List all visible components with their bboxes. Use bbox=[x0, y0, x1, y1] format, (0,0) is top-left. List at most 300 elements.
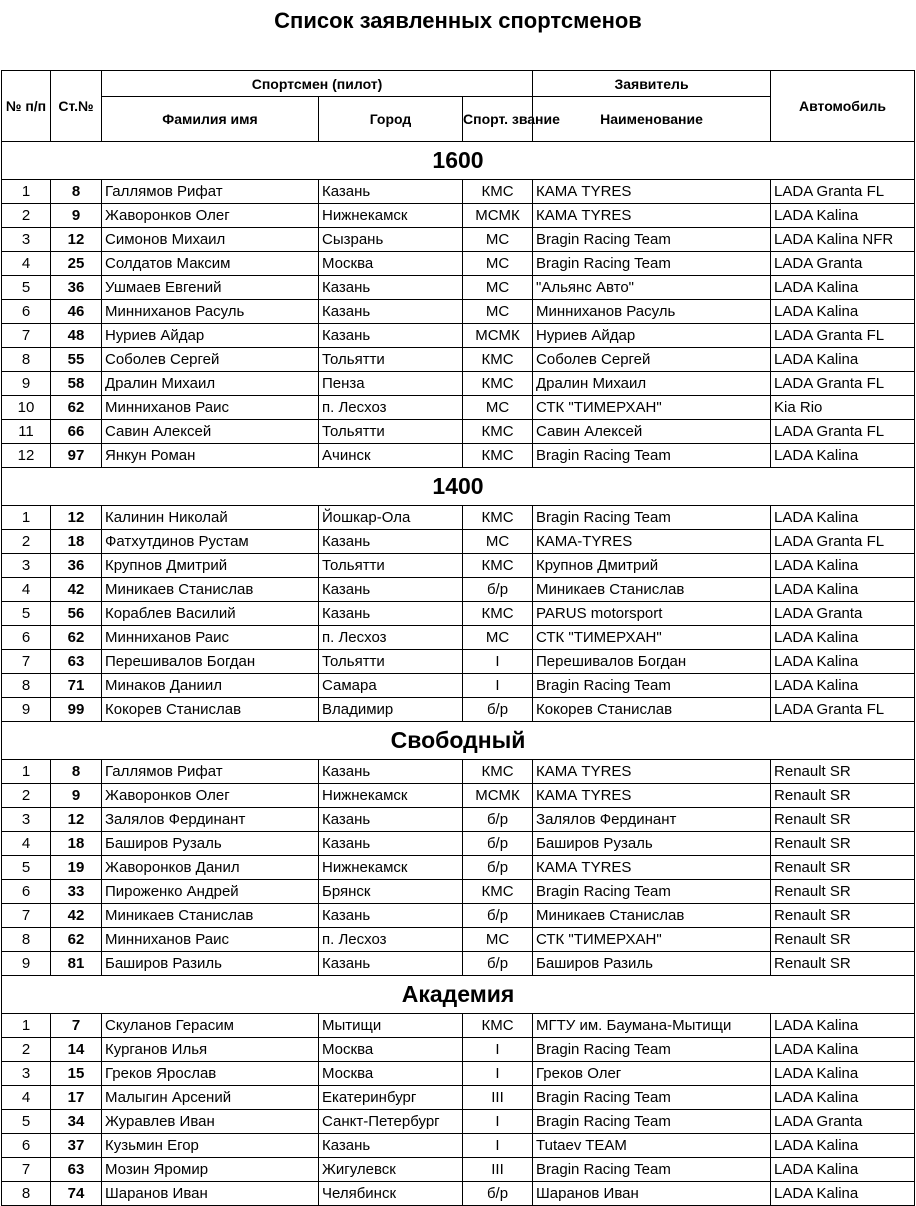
row-number: 5 bbox=[2, 602, 51, 626]
athlete-name: Миникаев Станислав bbox=[102, 578, 319, 602]
table-body bbox=[2, 142, 915, 1206]
athlete-rank: КМС bbox=[463, 348, 533, 372]
table-row bbox=[2, 1110, 915, 1134]
athlete-rank: КМС bbox=[463, 880, 533, 904]
entrant-name: Нуриев Айдар bbox=[533, 324, 771, 348]
row-number: 7 bbox=[2, 324, 51, 348]
start-number: 48 bbox=[51, 324, 102, 348]
athlete-city: Брянск bbox=[319, 880, 463, 904]
car-model: LADA Kalina bbox=[771, 444, 915, 468]
start-number: 55 bbox=[51, 348, 102, 372]
start-number: 36 bbox=[51, 554, 102, 578]
athlete-rank: МСМК bbox=[463, 204, 533, 228]
car-model: LADA Kalina bbox=[771, 626, 915, 650]
car-model: LADA Kalina bbox=[771, 300, 915, 324]
athlete-name: Янкун Роман bbox=[102, 444, 319, 468]
start-number: 9 bbox=[51, 784, 102, 808]
start-number: 17 bbox=[51, 1086, 102, 1110]
athlete-rank: III bbox=[463, 1086, 533, 1110]
athlete-name: Дралин Михаил bbox=[102, 372, 319, 396]
athlete-name: Минниханов Раис bbox=[102, 928, 319, 952]
table-row bbox=[2, 1014, 915, 1038]
athlete-rank: КМС bbox=[463, 554, 533, 578]
start-number: 25 bbox=[51, 252, 102, 276]
athlete-rank: I bbox=[463, 1038, 533, 1062]
start-number: 62 bbox=[51, 626, 102, 650]
athlete-rank: б/р bbox=[463, 904, 533, 928]
car-model: LADA Kalina bbox=[771, 578, 915, 602]
athlete-city: Нижнекамск bbox=[319, 784, 463, 808]
row-number: 3 bbox=[2, 808, 51, 832]
athlete-city: Челябинск bbox=[319, 1182, 463, 1206]
table-row bbox=[2, 1158, 915, 1182]
row-number: 9 bbox=[2, 698, 51, 722]
row-number: 1 bbox=[2, 180, 51, 204]
page-title: Список заявленных спортсменов bbox=[274, 8, 642, 33]
car-model: LADA Kalina NFR bbox=[771, 228, 915, 252]
athlete-city: Тольятти bbox=[319, 348, 463, 372]
athlete-name: Жаворонков Олег bbox=[102, 204, 319, 228]
start-number: 56 bbox=[51, 602, 102, 626]
start-number: 71 bbox=[51, 674, 102, 698]
col-header-rank: Спорт. звание bbox=[463, 97, 533, 142]
table-row bbox=[2, 1182, 915, 1206]
table-row bbox=[2, 324, 915, 348]
table-row bbox=[2, 444, 915, 468]
entrant-name: Залялов Фердинант bbox=[533, 808, 771, 832]
car-model: LADA Kalina bbox=[771, 1134, 915, 1158]
table-row bbox=[2, 928, 915, 952]
table-row bbox=[2, 554, 915, 578]
athlete-city: Ачинск bbox=[319, 444, 463, 468]
athlete-name: Баширов Разиль bbox=[102, 952, 319, 976]
car-model: LADA Granta FL bbox=[771, 420, 915, 444]
start-number: 74 bbox=[51, 1182, 102, 1206]
athlete-name: Перешивалов Богдан bbox=[102, 650, 319, 674]
car-model: LADA Granta FL bbox=[771, 372, 915, 396]
car-model: LADA Granta FL bbox=[771, 324, 915, 348]
table-row bbox=[2, 832, 915, 856]
athlete-name: Жаворонков Олег bbox=[102, 784, 319, 808]
entrant-name: Tutaev TEAM bbox=[533, 1134, 771, 1158]
section-header-row bbox=[2, 142, 915, 180]
col-header-name: Фамилия имя bbox=[102, 97, 319, 142]
athlete-name: Фатхутдинов Рустам bbox=[102, 530, 319, 554]
entrant-name: Савин Алексей bbox=[533, 420, 771, 444]
athlete-rank: КМС bbox=[463, 760, 533, 784]
entrant-name: Bragin Racing Team bbox=[533, 252, 771, 276]
entrant-name: СТК "ТИМЕРХАН" bbox=[533, 396, 771, 420]
row-number: 2 bbox=[2, 784, 51, 808]
athlete-name: Минниханов Расуль bbox=[102, 300, 319, 324]
entrant-name: Bragin Racing Team bbox=[533, 1038, 771, 1062]
entrant-name: PARUS motorsport bbox=[533, 602, 771, 626]
start-number: 97 bbox=[51, 444, 102, 468]
start-number: 42 bbox=[51, 578, 102, 602]
table-row bbox=[2, 674, 915, 698]
section-header-row bbox=[2, 468, 915, 506]
athlete-name: Греков Ярослав bbox=[102, 1062, 319, 1086]
car-model: LADA Granta FL bbox=[771, 530, 915, 554]
athlete-name: Нуриев Айдар bbox=[102, 324, 319, 348]
athlete-city: п. Лесхоз bbox=[319, 626, 463, 650]
start-number: 63 bbox=[51, 650, 102, 674]
athlete-name: Миникаев Станислав bbox=[102, 904, 319, 928]
row-number: 11 bbox=[2, 420, 51, 444]
athlete-city: Казань bbox=[319, 832, 463, 856]
row-number: 4 bbox=[2, 252, 51, 276]
row-number: 2 bbox=[2, 530, 51, 554]
athlete-name: Кокорев Станислав bbox=[102, 698, 319, 722]
car-model: Renault SR bbox=[771, 880, 915, 904]
car-model: Renault SR bbox=[771, 808, 915, 832]
athlete-city: Казань bbox=[319, 952, 463, 976]
entrant-name: Шаранов Иван bbox=[533, 1182, 771, 1206]
car-model: LADA Kalina bbox=[771, 1086, 915, 1110]
section-header-row bbox=[2, 976, 915, 1014]
athlete-rank: МС bbox=[463, 276, 533, 300]
athlete-name: Кораблев Василий bbox=[102, 602, 319, 626]
table-row bbox=[2, 880, 915, 904]
athlete-rank: КМС bbox=[463, 444, 533, 468]
entrant-name: Bragin Racing Team bbox=[533, 1110, 771, 1134]
car-model: Renault SR bbox=[771, 928, 915, 952]
start-number: 62 bbox=[51, 928, 102, 952]
athlete-rank: МС bbox=[463, 530, 533, 554]
athlete-name: Минниханов Раис bbox=[102, 396, 319, 420]
athlete-name: Солдатов Максим bbox=[102, 252, 319, 276]
row-number: 8 bbox=[2, 674, 51, 698]
entrant-name: Минниханов Расуль bbox=[533, 300, 771, 324]
athlete-name: Скуланов Герасим bbox=[102, 1014, 319, 1038]
row-number: 4 bbox=[2, 578, 51, 602]
entrant-name: Bragin Racing Team bbox=[533, 228, 771, 252]
athlete-rank: КМС bbox=[463, 1014, 533, 1038]
table-row bbox=[2, 530, 915, 554]
athlete-rank: III bbox=[463, 1158, 533, 1182]
row-number: 12 bbox=[2, 444, 51, 468]
col-header-entrant: Заявитель bbox=[533, 71, 771, 97]
car-model: LADA Kalina bbox=[771, 650, 915, 674]
entrant-name: Bragin Racing Team bbox=[533, 444, 771, 468]
athletes-table bbox=[1, 70, 915, 1206]
start-number: 99 bbox=[51, 698, 102, 722]
athlete-city: Казань bbox=[319, 760, 463, 784]
table-row bbox=[2, 276, 915, 300]
athlete-city: Казань bbox=[319, 808, 463, 832]
athlete-name: Кузьмин Егор bbox=[102, 1134, 319, 1158]
athlete-rank: б/р bbox=[463, 832, 533, 856]
car-model: LADA Granta FL bbox=[771, 180, 915, 204]
athlete-name: Жаворонков Данил bbox=[102, 856, 319, 880]
athlete-rank: МС bbox=[463, 928, 533, 952]
car-model: Renault SR bbox=[771, 760, 915, 784]
table-row bbox=[2, 760, 915, 784]
athlete-city: Пенза bbox=[319, 372, 463, 396]
athlete-city: Владимир bbox=[319, 698, 463, 722]
athlete-city: п. Лесхоз bbox=[319, 928, 463, 952]
entrant-name: Баширов Рузаль bbox=[533, 832, 771, 856]
athlete-rank: КМС bbox=[463, 420, 533, 444]
car-model: Kia Rio bbox=[771, 396, 915, 420]
athlete-name: Мозин Яромир bbox=[102, 1158, 319, 1182]
start-number: 12 bbox=[51, 808, 102, 832]
athlete-name: Минниханов Раис bbox=[102, 626, 319, 650]
athlete-city: Москва bbox=[319, 1038, 463, 1062]
car-model: Renault SR bbox=[771, 832, 915, 856]
athlete-city: Санкт-Петербург bbox=[319, 1110, 463, 1134]
athlete-rank: МС bbox=[463, 228, 533, 252]
athlete-city: Казань bbox=[319, 276, 463, 300]
row-number: 1 bbox=[2, 760, 51, 784]
row-number: 8 bbox=[2, 348, 51, 372]
athlete-name: Залялов Фердинант bbox=[102, 808, 319, 832]
start-number: 18 bbox=[51, 832, 102, 856]
start-number: 9 bbox=[51, 204, 102, 228]
entrant-name: Bragin Racing Team bbox=[533, 880, 771, 904]
row-number: 3 bbox=[2, 1062, 51, 1086]
start-number: 58 bbox=[51, 372, 102, 396]
athlete-name: Симонов Михаил bbox=[102, 228, 319, 252]
start-number: 66 bbox=[51, 420, 102, 444]
table-row bbox=[2, 698, 915, 722]
athlete-city: Казань bbox=[319, 180, 463, 204]
athlete-city: Сызрань bbox=[319, 228, 463, 252]
entrant-name: Миникаев Станислав bbox=[533, 578, 771, 602]
col-header-start-number: Ст.№ bbox=[51, 71, 102, 142]
start-number: 34 bbox=[51, 1110, 102, 1134]
row-number: 7 bbox=[2, 1158, 51, 1182]
row-number: 4 bbox=[2, 1086, 51, 1110]
table-row bbox=[2, 506, 915, 530]
athlete-rank: б/р bbox=[463, 578, 533, 602]
row-number: 6 bbox=[2, 300, 51, 324]
entrant-name: Баширов Разиль bbox=[533, 952, 771, 976]
car-model: LADA Kalina bbox=[771, 1038, 915, 1062]
start-number: 7 bbox=[51, 1014, 102, 1038]
row-number: 6 bbox=[2, 880, 51, 904]
table-row bbox=[2, 1062, 915, 1086]
row-number: 6 bbox=[2, 626, 51, 650]
row-number: 9 bbox=[2, 952, 51, 976]
car-model: Renault SR bbox=[771, 904, 915, 928]
car-model: LADA Kalina bbox=[771, 348, 915, 372]
table-row bbox=[2, 180, 915, 204]
athlete-city: Жигулевск bbox=[319, 1158, 463, 1182]
start-number: 46 bbox=[51, 300, 102, 324]
row-number: 8 bbox=[2, 1182, 51, 1206]
start-number: 8 bbox=[51, 180, 102, 204]
entrant-name: КАМА TYRES bbox=[533, 856, 771, 880]
entrant-name: Дралин Михаил bbox=[533, 372, 771, 396]
athlete-city: Казань bbox=[319, 300, 463, 324]
car-model: LADA Granta bbox=[771, 1110, 915, 1134]
athlete-city: п. Лесхоз bbox=[319, 396, 463, 420]
car-model: LADA Kalina bbox=[771, 1158, 915, 1182]
entrant-name: Греков Олег bbox=[533, 1062, 771, 1086]
table-row bbox=[2, 204, 915, 228]
car-model: LADA Kalina bbox=[771, 1062, 915, 1086]
athlete-name: Пироженко Андрей bbox=[102, 880, 319, 904]
entrant-name: Bragin Racing Team bbox=[533, 674, 771, 698]
car-model: LADA Kalina bbox=[771, 1182, 915, 1206]
car-model: LADA Kalina bbox=[771, 674, 915, 698]
row-number: 2 bbox=[2, 1038, 51, 1062]
entrant-name: Bragin Racing Team bbox=[533, 506, 771, 530]
table-row bbox=[2, 904, 915, 928]
row-number: 2 bbox=[2, 204, 51, 228]
section-title: Свободный bbox=[2, 722, 915, 760]
car-model: LADA Granta FL bbox=[771, 698, 915, 722]
table-row bbox=[2, 300, 915, 324]
section-header-row bbox=[2, 722, 915, 760]
start-number: 42 bbox=[51, 904, 102, 928]
athlete-name: Галлямов Рифат bbox=[102, 180, 319, 204]
table-row bbox=[2, 1086, 915, 1110]
table-row bbox=[2, 1134, 915, 1158]
start-number: 62 bbox=[51, 396, 102, 420]
athlete-rank: I bbox=[463, 1134, 533, 1158]
athlete-city: Казань bbox=[319, 904, 463, 928]
entrant-name: КАМА TYRES bbox=[533, 760, 771, 784]
athlete-rank: б/р bbox=[463, 698, 533, 722]
entrant-name: КАМА TYRES bbox=[533, 784, 771, 808]
table-row bbox=[2, 348, 915, 372]
entrant-name: Кокорев Станислав bbox=[533, 698, 771, 722]
car-model: LADA Granta bbox=[771, 602, 915, 626]
table-row bbox=[2, 602, 915, 626]
table-row bbox=[2, 856, 915, 880]
athlete-name: Шаранов Иван bbox=[102, 1182, 319, 1206]
athlete-rank: I bbox=[463, 674, 533, 698]
col-header-athlete: Спортсмен (пилот) bbox=[102, 71, 533, 97]
entrant-name: МГТУ им. Баумана-Мытищи bbox=[533, 1014, 771, 1038]
car-model: Renault SR bbox=[771, 856, 915, 880]
row-number: 6 bbox=[2, 1134, 51, 1158]
athlete-rank: МС bbox=[463, 626, 533, 650]
athlete-rank: МС bbox=[463, 252, 533, 276]
table-row bbox=[2, 252, 915, 276]
row-number: 5 bbox=[2, 856, 51, 880]
athlete-rank: I bbox=[463, 1062, 533, 1086]
athlete-city: Екатеринбург bbox=[319, 1086, 463, 1110]
table-row bbox=[2, 626, 915, 650]
athlete-city: Казань bbox=[319, 578, 463, 602]
row-number: 3 bbox=[2, 228, 51, 252]
row-number: 1 bbox=[2, 506, 51, 530]
row-number: 4 bbox=[2, 832, 51, 856]
col-header-num: № п/п bbox=[2, 71, 51, 142]
table-row bbox=[2, 1038, 915, 1062]
table-row bbox=[2, 372, 915, 396]
athlete-city: Самара bbox=[319, 674, 463, 698]
athlete-rank: КМС bbox=[463, 506, 533, 530]
col-header-entrant-name: Наименование bbox=[533, 97, 771, 142]
car-model: LADA Kalina bbox=[771, 204, 915, 228]
athlete-name: Крупнов Дмитрий bbox=[102, 554, 319, 578]
athlete-name: Калинин Николай bbox=[102, 506, 319, 530]
start-number: 63 bbox=[51, 1158, 102, 1182]
athlete-name: Минаков Даниил bbox=[102, 674, 319, 698]
start-number: 12 bbox=[51, 228, 102, 252]
athlete-city: Казань bbox=[319, 530, 463, 554]
entrant-name: Миникаев Станислав bbox=[533, 904, 771, 928]
athlete-rank: б/р bbox=[463, 1182, 533, 1206]
row-number: 5 bbox=[2, 276, 51, 300]
table-row bbox=[2, 228, 915, 252]
athlete-rank: КМС bbox=[463, 372, 533, 396]
athlete-city: Москва bbox=[319, 1062, 463, 1086]
car-model: LADA Kalina bbox=[771, 1014, 915, 1038]
section-title: 1400 bbox=[2, 468, 915, 506]
start-number: 81 bbox=[51, 952, 102, 976]
start-number: 19 bbox=[51, 856, 102, 880]
athlete-city: Йошкар-Ола bbox=[319, 506, 463, 530]
athlete-city: Казань bbox=[319, 602, 463, 626]
car-model: Renault SR bbox=[771, 784, 915, 808]
start-number: 36 bbox=[51, 276, 102, 300]
car-model: LADA Granta bbox=[771, 252, 915, 276]
athlete-rank: б/р bbox=[463, 952, 533, 976]
table-row bbox=[2, 808, 915, 832]
row-number: 8 bbox=[2, 928, 51, 952]
athlete-name: Ушмаев Евгений bbox=[102, 276, 319, 300]
athlete-city: Казань bbox=[319, 1134, 463, 1158]
row-number: 10 bbox=[2, 396, 51, 420]
athlete-rank: МС bbox=[463, 396, 533, 420]
athlete-city: Москва bbox=[319, 252, 463, 276]
row-number: 1 bbox=[2, 1014, 51, 1038]
start-number: 33 bbox=[51, 880, 102, 904]
entrant-name: Перешивалов Богдан bbox=[533, 650, 771, 674]
athlete-name: Курганов Илья bbox=[102, 1038, 319, 1062]
entrant-name: Bragin Racing Team bbox=[533, 1086, 771, 1110]
col-header-car: Автомобиль bbox=[771, 71, 915, 142]
entrant-name: Крупнов Дмитрий bbox=[533, 554, 771, 578]
row-number: 7 bbox=[2, 650, 51, 674]
row-number: 9 bbox=[2, 372, 51, 396]
entrant-name: КАМА-TYRES bbox=[533, 530, 771, 554]
athlete-rank: МСМК bbox=[463, 324, 533, 348]
table-row bbox=[2, 650, 915, 674]
athlete-rank: МСМК bbox=[463, 784, 533, 808]
athlete-rank: б/р bbox=[463, 808, 533, 832]
athlete-city: Тольятти bbox=[319, 420, 463, 444]
athlete-city: Тольятти bbox=[319, 554, 463, 578]
table-row bbox=[2, 578, 915, 602]
athlete-name: Баширов Рузаль bbox=[102, 832, 319, 856]
row-number: 5 bbox=[2, 1110, 51, 1134]
entrant-name: Соболев Сергей bbox=[533, 348, 771, 372]
col-header-city: Город bbox=[319, 97, 463, 142]
start-number: 15 bbox=[51, 1062, 102, 1086]
entrant-name: СТК "ТИМЕРХАН" bbox=[533, 626, 771, 650]
start-number: 14 bbox=[51, 1038, 102, 1062]
athlete-name: Журавлев Иван bbox=[102, 1110, 319, 1134]
athlete-rank: I bbox=[463, 650, 533, 674]
entrant-name: СТК "ТИМЕРХАН" bbox=[533, 928, 771, 952]
start-number: 12 bbox=[51, 506, 102, 530]
section-title: Академия bbox=[2, 976, 915, 1014]
table-row bbox=[2, 784, 915, 808]
start-number: 8 bbox=[51, 760, 102, 784]
table-row bbox=[2, 952, 915, 976]
athlete-rank: КМС bbox=[463, 602, 533, 626]
table-row bbox=[2, 420, 915, 444]
entrant-name: Bragin Racing Team bbox=[533, 1158, 771, 1182]
row-number: 3 bbox=[2, 554, 51, 578]
row-number: 7 bbox=[2, 904, 51, 928]
